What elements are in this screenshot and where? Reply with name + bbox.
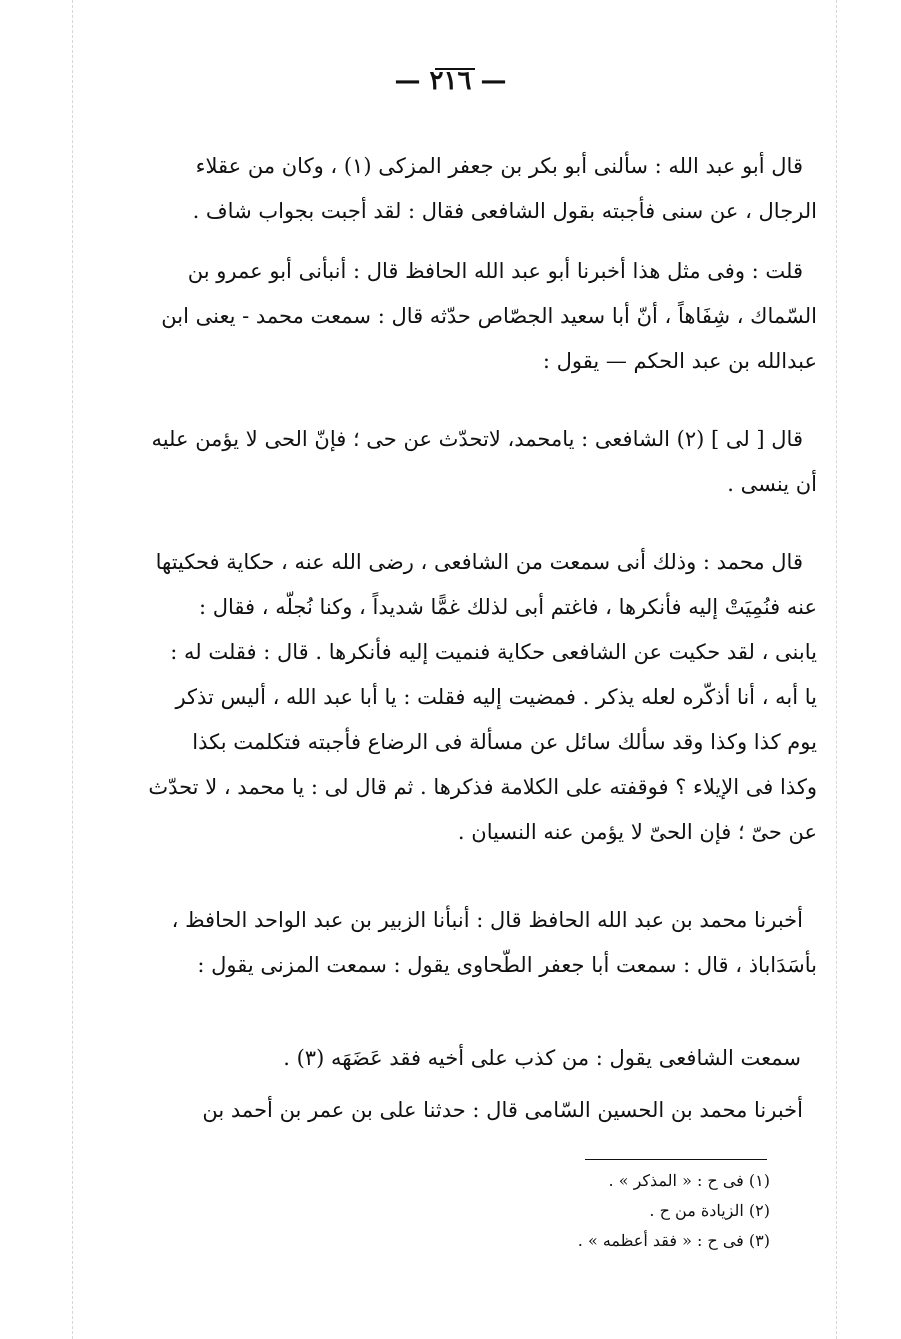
page-number-overline bbox=[435, 68, 475, 70]
page-number bbox=[0, 66, 901, 96]
text-line: يوم كذا وكذا وقد سألك سائل عن مسألة فى الرضاع فأجبته فتكلمت بكذا bbox=[192, 730, 817, 754]
footnote-separator bbox=[585, 1159, 767, 1160]
text-line: قال محمد : وذلك أنى سمعت من الشافعى ، رضى الله عنه ، حكاية فحكيتها bbox=[155, 550, 803, 574]
text-line: يابنى ، لقد حكيت عن الشافعى حكاية فنميت إليه فأنكرها . قال : فقلت له : bbox=[170, 640, 817, 664]
text-line: أخبرنا محمد بن عبد الله الحافظ قال : أنبأنا الزبير بن عبد الواحد الحافظ ، bbox=[171, 908, 803, 932]
text-line: وكذا فى الإيلاء ؟ فوقفته على الكلامة فذكرها . ثم قال لى : يا محمد ، لا تحدّث bbox=[148, 775, 817, 799]
text-line: أن ينسى . bbox=[727, 472, 817, 496]
paragraph-4 bbox=[95, 540, 817, 855]
text-line: سمعت الشافعى يقول : من كذب على أخيه فقد عَضَهَه (٣) . bbox=[283, 1046, 801, 1070]
footnote-1: (١) فى ح : « المذكر » . bbox=[608, 1171, 770, 1190]
text-line: قلت : وفى مثل هذا أخبرنا أبو عبد الله الحافظ قال : أنبأنى أبو عمرو بن bbox=[187, 259, 803, 283]
text-line: قال أبو عبد الله : سألنى أبو بكر بن جعفر المزكى (١) ، وكان من عقلاء bbox=[195, 154, 803, 178]
paragraph-1 bbox=[95, 144, 817, 234]
paragraph-3 bbox=[95, 417, 817, 507]
text-line: عن حىّ ؛ فإن الحىّ لا يؤمن عنه النسيان . bbox=[457, 820, 817, 844]
text-line: عنه فنُمِيَتْ إليه فأنكرها ، فاغتم أبى لذلك غمًّا شديداً ، وكنا نُجلّه ، فقال : bbox=[199, 595, 817, 619]
paragraph-7 bbox=[95, 1088, 817, 1133]
text-line: عبدالله بن عبد الحكم — يقول : bbox=[542, 349, 817, 373]
paragraph-2 bbox=[95, 249, 817, 384]
paragraph-6 bbox=[95, 1036, 817, 1081]
left-margin-guide bbox=[72, 0, 73, 1339]
text-line: أخبرنا محمد بن الحسين السّامى قال : حدثنا على بن عمر بن أحمد بن bbox=[202, 1098, 803, 1122]
footnotes bbox=[440, 1166, 770, 1256]
page-number-text: — ٢١٦ — bbox=[394, 66, 507, 96]
footnote-2: (٢) الزيادة من ح . bbox=[649, 1201, 770, 1220]
text-line: السّماك ، شِفَاهاً ، أنّ أبا سعيد الجصّاص حدّثه قال : سمعت محمد - يعنى ابن bbox=[161, 304, 817, 328]
text-line: قال [ لى ] (٢) الشافعى : يامحمد، لاتحدّث عن حى ؛ فإنّ الحى لا يؤمن عليه bbox=[151, 427, 803, 451]
text-line: يا أبه ، أنا أذكّره لعله يذكر . فمضيت إليه فقلت : يا أبا عبد الله ، أليس تذكر bbox=[175, 685, 817, 709]
text-line: بأسَدَاباذ ، قال : سمعت أبا جعفر الطّحاوى يقول : سمعت المزنى يقول : bbox=[197, 953, 817, 977]
text-line: الرجال ، عن سنى فأجبته بقول الشافعى فقال : لقد أجبت بجواب شاف . bbox=[192, 199, 817, 223]
paragraph-5 bbox=[95, 898, 817, 988]
right-margin-guide bbox=[836, 0, 837, 1339]
footnote-3: (٣) فى ح : « فقد أعظمه » . bbox=[577, 1231, 770, 1250]
